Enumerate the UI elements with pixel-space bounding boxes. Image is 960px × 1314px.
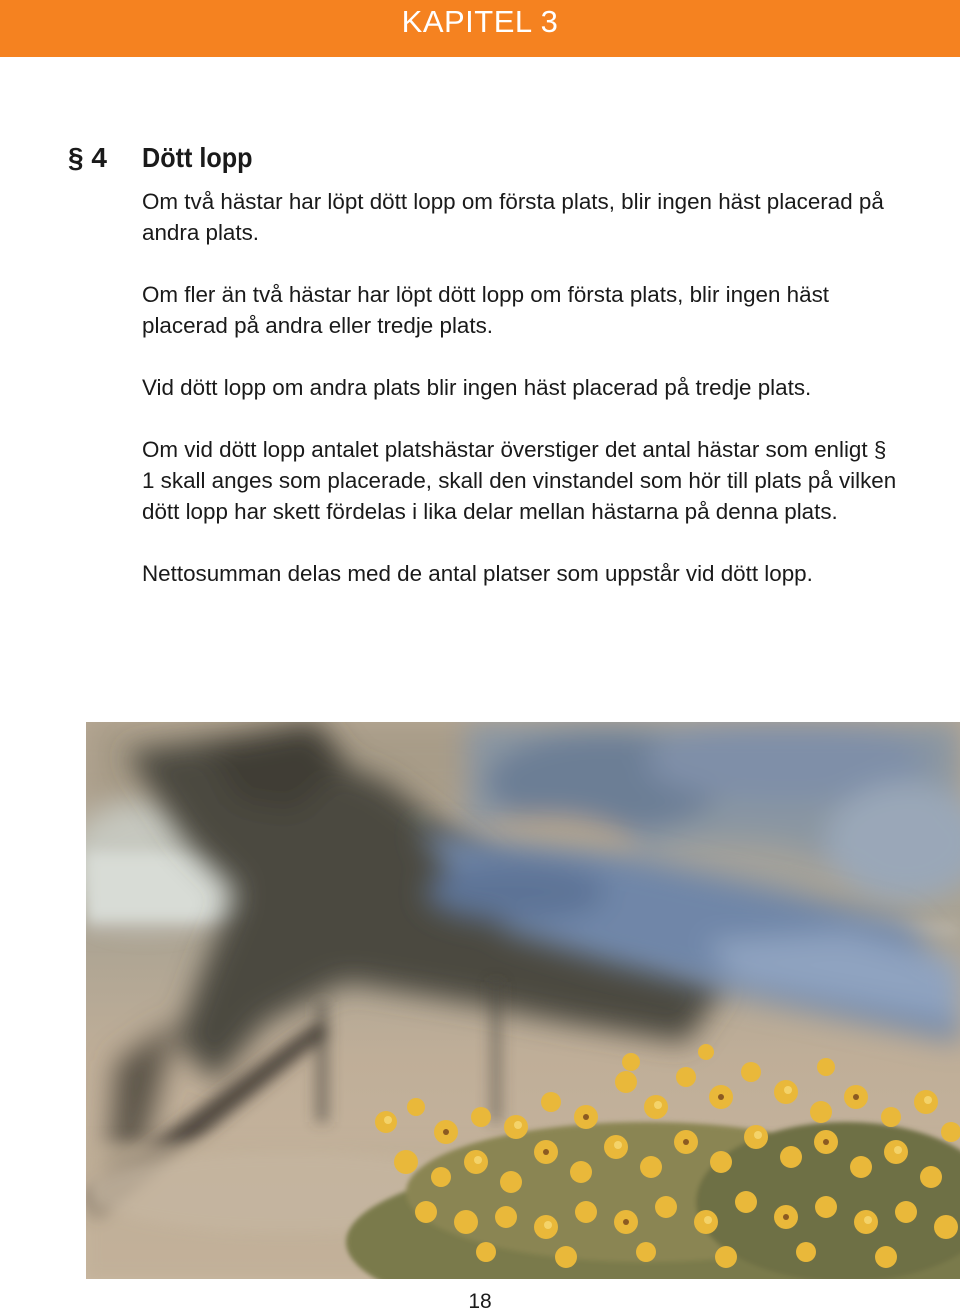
paragraph-5: Nettosumman delas med de antal platser som uppstår vid dött lopp.	[142, 561, 813, 586]
section-title: Dött lopp	[142, 142, 253, 173]
page-number: 18	[468, 1290, 492, 1313]
chapter-title: KAPITEL 3	[401, 3, 559, 39]
chapter-header	[0, 0, 960, 57]
section-number: § 4	[68, 142, 107, 173]
harness-racing-photo	[86, 722, 960, 1279]
blurred-race-image	[86, 722, 960, 1279]
section-body	[142, 186, 902, 620]
paragraph-4: Om vid dött lopp antalet platshästar överstiger det antal hästar som enligt § 1 skall anges som placerade, skall den vinstandel som hör till plats på vilken dött lopp har skett fördelas i lika delar mellan hästarna på denna plats.	[142, 437, 897, 524]
paragraph-2: Om fler än två hästar har löpt dött lopp om första plats, blir ingen häst placerad på andra eller tredje plats.	[142, 282, 829, 338]
paragraph-3: Vid dött lopp om andra plats blir ingen häst placerad på tredje plats.	[142, 375, 812, 400]
paragraph-1: Om två hästar har löpt dött lopp om första plats, blir ingen häst placerad på andra plats.	[142, 189, 884, 245]
